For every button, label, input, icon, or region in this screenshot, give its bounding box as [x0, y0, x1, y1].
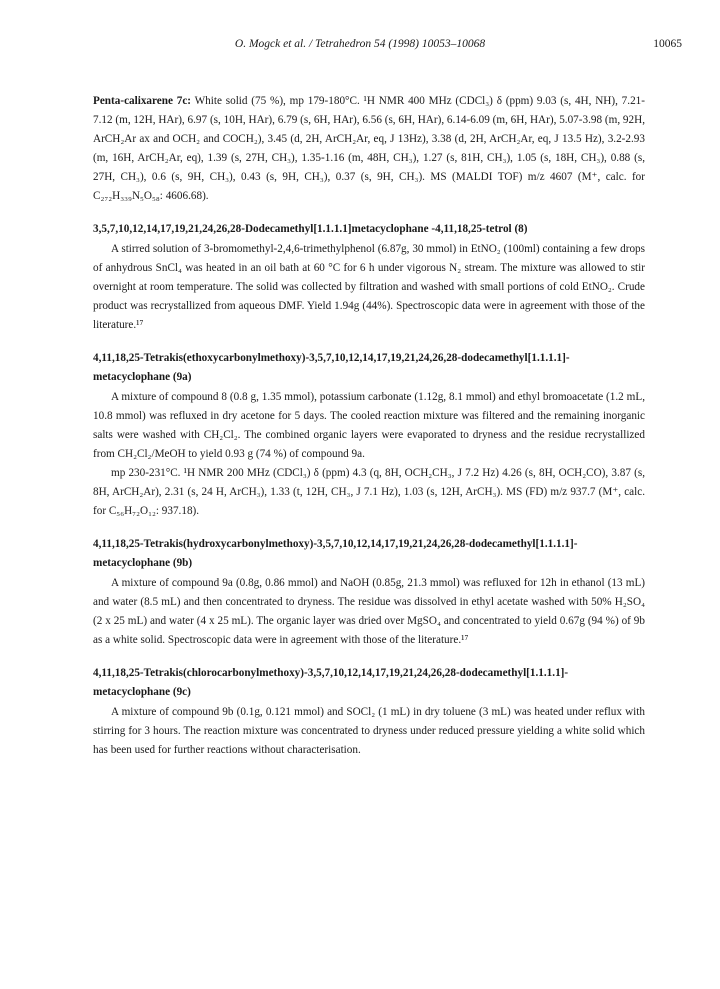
compound-9b-text: A mixture of compound 9a (0.8g, 0.86 mmol) and NaOH (0.85g, 21.3 mmol) was refluxed for 12h in ethanol (13 mL) and water (8.5 mL) and then concentrated to dryness. The residue was dissolved in ethyl acetate washed with 50% H₂SO₄ (2 x 25 mL) and water (4 x 25 mL). The organic layer was dried over MgSO₄ and concentrated to yield 0.67g (94 %) of 9b as a white solid. Spectroscopic data were in agreement with those of the literature.¹⁷ [93, 577, 645, 646]
compound-7c-text: White solid (75 %), mp 179-180°C. ¹H NMR 400 MHz (CDCl₃) δ (ppm) 9.03 (s, 4H, NH), 7.21-7.12 (m, 12H, HAr), 6.97 (s, 10H, HAr), 6.79 (s, 6H, HAr), 6.56 (s, 6H, HAr), 6.14-6.09 (m, 6H, HAr), 5.07-3.98 (m, 92H, ArCH₂Ar ax and OCH₂ and COCH₂), 3.45 (d, 2H, ArCH₂Ar, eq, J 13Hz), 3.38 (d, 2H, ArCH₂Ar, eq, J 13.5 Hz), 3.2-2.93 (m, 16H, ArCH₂Ar, eq), 1.39 (s, 27H, CH₃), 1.35-1.16 (m, 48H, CH₃), 1.27 (s, 81H, CH₃), 1.05 (s, 18H, CH₃), 0.88 (s, 27H, CH₃), 0.6 (s, 9H, CH₃), 0.43 (s, 9H, CH₃), 0.37 (s, 9H, CH₃). MS (MALDI TOF) m/z 4607 (M⁺, calc. for C₂₇₂H₃₃₉N₅O₅₈: 4606.68). [93, 95, 645, 202]
compound-9c-title: 4,11,18,25-Tetrakis(chlorocarbonylmethoxy)-3,5,7,10,12,14,17,19,21,24,26,28-dodecamethyl[1.1.1.1]-metacyclophane (9c) [93, 667, 569, 698]
compound-7c-title: Penta-calixarene 7c: [93, 95, 192, 107]
section-7c [93, 92, 645, 206]
compound-9a-procedure: A mixture of compound 8 (0.8 g, 1.35 mmol), potassium carbonate (1.12g, 8.1 mmol) and ethyl bromoacetate (1.2 mL, 10.8 mmol) was refluxed in dry acetone for 5 days. The cooled reaction mixture was filtered and the remaining inorganic salts were washed with CH₂Cl₂. The combined organic layers were evaporated to dryness and the residue recrystallized from CH₂Cl₂/MeOH to yield 0.93 g (74 %) of compound 9a. [93, 391, 645, 460]
compound-8-title: 3,5,7,10,12,14,17,19,21,24,26,28-Dodecamethyl[1.1.1.1]metacyclophane -4,11,18,25-tetrol (8) [93, 223, 528, 235]
compound-9c-text: A mixture of compound 9b (0.1g, 0.121 mmol) and SOCl₂ (1 mL) in dry toluene (3 mL) was heated under reflux with stirring for 3 hours. The reaction mixture was concentrated to dryness under reduced pressure yielding a white solid which has been used for further reactions without characterisation. [93, 706, 645, 756]
compound-9b-title: 4,11,18,25-Tetrakis(hydroxycarbonylmethoxy)-3,5,7,10,12,14,17,19,21,24,26,28-dodecamethyl[1.1.1.1]-metacyclophane (9b) [93, 538, 578, 569]
section-9c [93, 664, 645, 760]
section-9b [93, 535, 645, 650]
compound-9a-title: 4,11,18,25-Tetrakis(ethoxycarbonylmethoxy)-3,5,7,10,12,14,17,19,21,24,26,28-dodecamethyl[1.1.1.1]-metacyclophane (9a) [93, 352, 570, 383]
section-8 [93, 220, 645, 335]
running-head: O. Mogck et al. / Tetrahedron 54 (1998) 10053–10068 [234, 38, 486, 50]
article-body [93, 92, 645, 760]
compound-8-text: A stirred solution of 3-bromomethyl-2,4,6-trimethylphenol (6.87g, 30 mmol) in EtNO₂ (100ml) containing a few drops of anhydrous SnCl₄ was heated in an oil bath at 60 °C for 6 h under vigorous N₂ stream. The mixture was allowed to stir overnight at room temperature. The solid was collected by filtration and washed with small portions of cold EtNO₂. Crude product was recrystallized from aqueous DMF. Yield 1.94g (44%). Spectroscopic data were in agreement with those of the literature.¹⁷ [93, 243, 645, 331]
page-number: 10065 [653, 38, 682, 50]
section-9a [93, 349, 645, 521]
compound-9a-characterization: mp 230-231°C. ¹H NMR 200 MHz (CDCl₃) δ (ppm) 4.3 (q, 8H, OCH₂CH₃, J 7.2 Hz) 4.26 (s, 8H, OCH₂CO), 3.87 (s, 8H, ArCH₂Ar), 2.31 (s, 24 H, ArCH₃), 1.33 (t, 12H, CH₃, J 7.1 Hz), 1.03 (s, 12H, ArCH₃). MS (FD) m/z 937.7 (M⁺, calc. for C₅₆H₇₂O₁₂: 937.18). [93, 467, 645, 517]
